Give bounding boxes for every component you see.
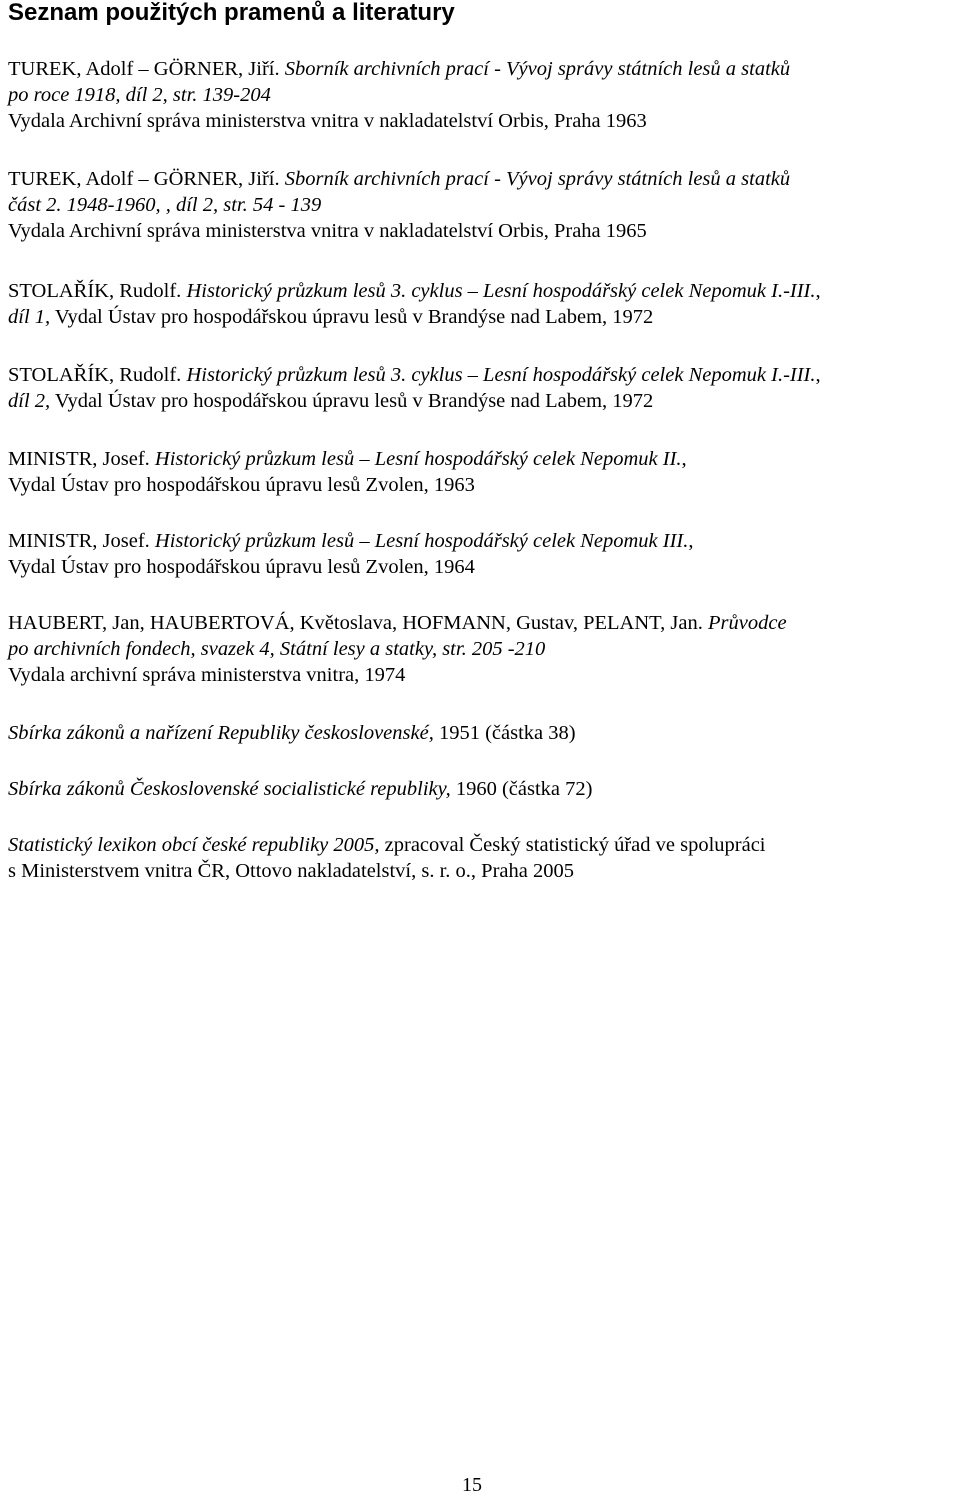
bibliography-entry xyxy=(8,832,952,884)
entry-line: HAUBERT, Jan, HAUBERTOVÁ, Květoslava, HOFMANN, Gustav, PELANT, Jan. Průvodce xyxy=(8,612,787,634)
entry-line: STOLAŘÍK, Rudolf. Historický průzkum lesů 3. cyklus – Lesní hospodářský celek Nepomuk I.-III., xyxy=(8,364,821,386)
entry-line: po archivních fondech, svazek 4, Státní lesy a statky, str. 205 -210 xyxy=(8,638,546,660)
bibliography-entry xyxy=(8,720,952,746)
entry-line: Vydala Archivní správa ministerstva vnitra v nakladatelství Orbis, Praha 1965 xyxy=(8,220,647,242)
entry-line: Statistický lexikon obcí české republiky 2005, zpracoval Český statistický úřad ve spolupráci xyxy=(8,834,766,856)
bibliography-entry xyxy=(8,776,952,802)
bibliography-entry xyxy=(8,166,952,244)
entry-line: Vydala Archivní správa ministerstva vnitra v nakladatelství Orbis, Praha 1963 xyxy=(8,110,647,132)
entry-line: s Ministerstvem vnitra ČR, Ottovo nakladatelství, s. r. o., Praha 2005 xyxy=(8,860,574,882)
entry-line: TUREK, Adolf – GÖRNER, Jiří. Sborník archivních prací - Vývoj správy státních lesů a statků xyxy=(8,58,791,80)
entry-line: díl 1, Vydal Ústav pro hospodářskou úpravu lesů v Brandýse nad Labem, 1972 xyxy=(8,306,654,328)
bibliography-entry xyxy=(8,610,952,688)
entry-line: část 2. 1948-1960, , díl 2, str. 54 - 139 xyxy=(8,194,322,216)
entry-line: MINISTR, Josef. Historický průzkum lesů – Lesní hospodářský celek Nepomuk II., xyxy=(8,448,687,470)
entry-line: Sbírka zákonů a nařízení Republiky československé, 1951 (částka 38) xyxy=(8,722,576,744)
entry-line: STOLAŘÍK, Rudolf. Historický průzkum lesů 3. cyklus – Lesní hospodářský celek Nepomuk I.-III., xyxy=(8,280,821,302)
entry-line: MINISTR, Josef. Historický průzkum lesů – Lesní hospodářský celek Nepomuk III., xyxy=(8,530,694,552)
entry-line: díl 2, Vydal Ústav pro hospodářskou úpravu lesů v Brandýse nad Labem, 1972 xyxy=(8,390,654,412)
entry-line: Vydal Ústav pro hospodářskou úpravu lesů Zvolen, 1963 xyxy=(8,474,475,496)
entry-line: po roce 1918, díl 2, str. 139-204 xyxy=(8,84,271,106)
entry-line: Vydala archivní správa ministerstva vnitra, 1974 xyxy=(8,664,406,686)
bibliography-entry xyxy=(8,278,952,330)
bibliography-entry xyxy=(8,528,952,580)
page-title: Seznam použitých pramenů a literatury xyxy=(8,0,455,26)
bibliography-entry xyxy=(8,446,952,498)
entry-line: Sbírka zákonů Československé socialistické republiky, 1960 (částka 72) xyxy=(8,778,593,800)
bibliography-entry xyxy=(8,362,952,414)
bibliography-entry xyxy=(8,56,952,134)
entry-line: Vydal Ústav pro hospodářskou úpravu lesů Zvolen, 1964 xyxy=(8,556,475,578)
page-number: 15 xyxy=(462,1474,482,1496)
entry-line: TUREK, Adolf – GÖRNER, Jiří. Sborník archivních prací - Vývoj správy státních lesů a statků xyxy=(8,168,791,190)
